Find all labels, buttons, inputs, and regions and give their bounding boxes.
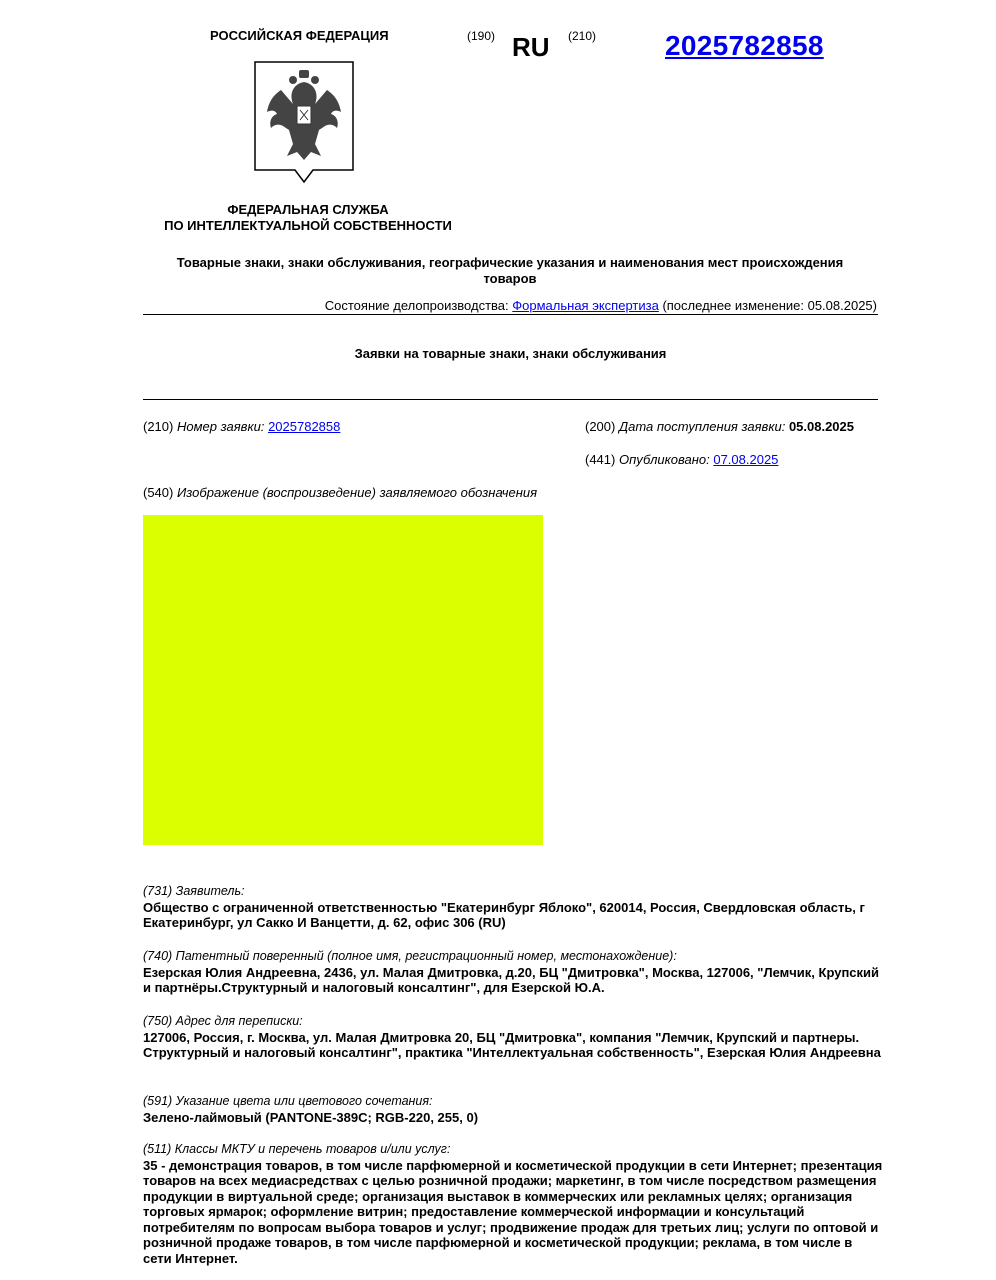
date-label: Дата поступления заявки: (618, 419, 786, 434)
section-title: Заявки на товарные знаки, знаки обслуживания (354, 346, 667, 361)
classes-block (143, 1142, 883, 1266)
correspondence-block (143, 1014, 883, 1061)
applicant-value: Общество с ограниченной ответственностью "Екатеринбург Яблоко", 620014, Россия, Свердловская область, г Екатеринбург, ул Сакко И Ванцетти, д. 62, офис 306 (RU) (143, 899, 865, 930)
agency-name (143, 202, 473, 234)
divider-top (143, 314, 878, 315)
applicant-label: Заявитель: (175, 884, 245, 898)
divider-bottom (143, 399, 878, 400)
color-spec-label: Указание цвета или цветового сочетания: (175, 1094, 433, 1108)
publication-date-link[interactable]: 07.08.2025 (713, 452, 779, 467)
color-spec-code: (591) (143, 1094, 173, 1108)
image-code: (540) (143, 485, 174, 500)
agency-line-2: ПО ИНТЕЛЛЕКТУАЛЬНОЙ СОБСТВЕННОСТИ (164, 218, 452, 233)
application-number-field (143, 419, 340, 434)
correspondence-label: Адрес для переписки: (175, 1014, 303, 1028)
classes-label: Классы МКТУ и перечень товаров и/или услуг: (174, 1142, 451, 1156)
app-num-code: (210) (143, 419, 174, 434)
attorney-value: Езерская Юлия Андреевна, 2436, ул. Малая Дмитровка, д.20, БЦ "Дмитровка", Москва, 127006, "Лемчик, Крупский и партнёры.Структурный и налоговый консалтинг", для Езерской Ю.А. (143, 964, 880, 995)
applicant-code: (731) (143, 884, 173, 898)
mark-image-field (143, 485, 537, 500)
color-spec-block (143, 1094, 883, 1125)
attorney-block (143, 949, 883, 996)
correspondence-code: (750) (143, 1014, 173, 1028)
color-spec-value: Зелено-лаймовый (PANTONE-389C; RGB-220, 255, 0) (143, 1109, 479, 1125)
trademark-color-swatch (143, 515, 543, 845)
attorney-code: (740) (143, 949, 173, 963)
document-number-link[interactable]: 2025782858 (665, 30, 824, 61)
status-suffix: (последнее изменение: 05.08.2025) (662, 298, 877, 313)
applicant-block (143, 884, 883, 931)
classes-code: (511) (143, 1142, 172, 1156)
pub-code: (441) (585, 452, 616, 467)
status-link[interactable]: Формальная экспертиза (512, 298, 659, 313)
classes-value: 35 - демонстрация товаров, в том числе парфюмерной и косметической продукции в сети Интернет; презентация товаров на всех медиасредствах с целью розничной продажи; маркетинг, в том числе посредством размещения продукции в виртуальной среде; организация выставок в коммерческих или рекламных целях; организация торговых ярмарок; оформление витрин; предоставление коммерческой информации и консультаций потребителям по вопросам выбора товаров и услуг; продвижение продаж для третьих лиц; услуги по оптовой и розничной продаже товаров, в том числе парфюмерной и косметической продукции; реклама, в том числе в сети Интернет. (143, 1157, 883, 1266)
status-prefix: Состояние делопроизводства: (324, 298, 509, 313)
inid-code-190: (190) (467, 29, 496, 43)
pub-label: Опубликовано: (618, 452, 710, 467)
date-code: (200) (585, 419, 616, 434)
app-num-label: Номер заявки: (176, 419, 265, 434)
filing-date-value: 05.08.2025 (788, 419, 855, 434)
image-label: Изображение (воспроизведение) заявляемого обозначения (176, 485, 538, 500)
register-title: Товарные знаки, знаки обслуживания, географические указания и наименования мест происхождения товаров (176, 255, 844, 286)
country-code: RU (512, 32, 550, 62)
coat-of-arms-emblem (253, 60, 355, 184)
attorney-label: Патентный поверенный (полное имя, регистрационный номер, местонахождение): (175, 949, 677, 963)
agency-line-1: ФЕДЕРАЛЬНАЯ СЛУЖБА (227, 202, 389, 217)
status-line (143, 298, 877, 313)
country-name: РОССИЙСКАЯ ФЕДЕРАЦИЯ (210, 28, 389, 43)
application-number-link[interactable]: 2025782858 (268, 419, 341, 434)
publication-field (585, 452, 778, 467)
inid-code-210: (210) (568, 29, 597, 43)
filing-date-field (585, 419, 854, 434)
correspondence-value: 127006, Россия, г. Москва, ул. Малая Дмитровка 20, БЦ "Дмитровка", компания "Лемчик, Крупский и партнеры. Структурный и налоговый консалтинг", практика "Интеллектуальная собственность", Езерская Юлия Андреевна (143, 1029, 881, 1060)
